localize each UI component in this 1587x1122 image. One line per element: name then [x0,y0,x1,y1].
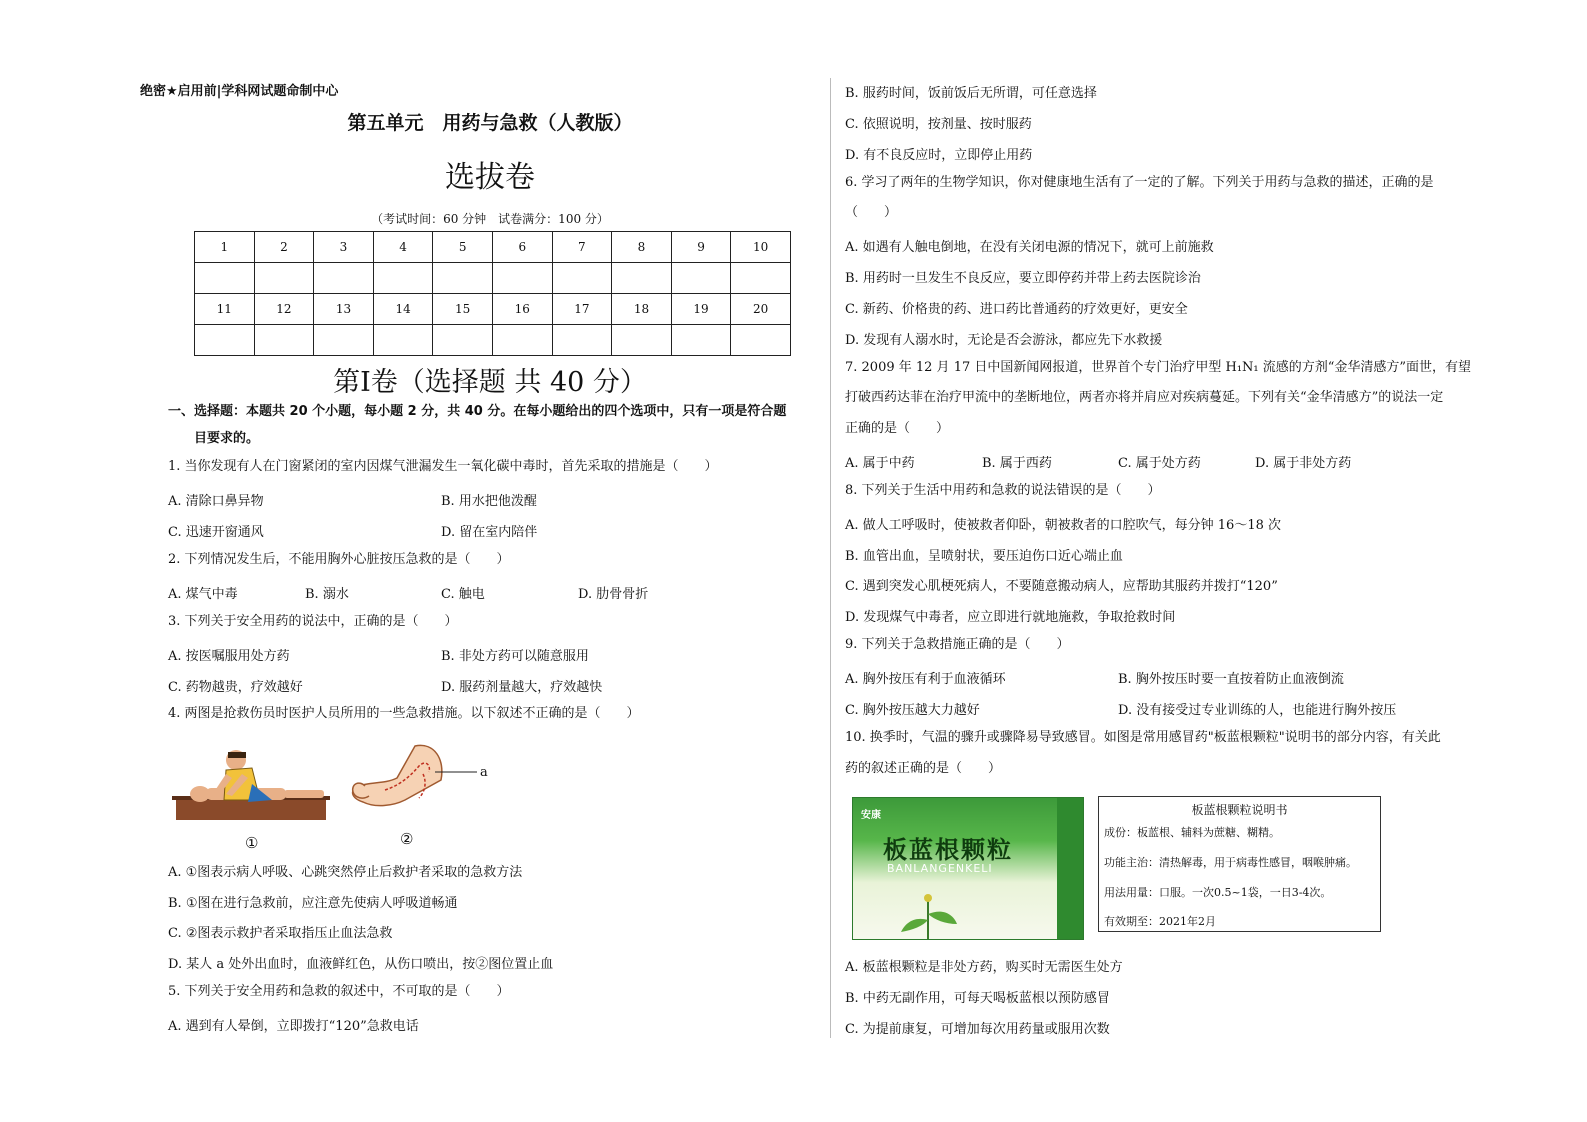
answer-cell[interactable] [612,263,672,294]
answer-cell[interactable] [195,325,255,356]
question-5: 5. 下列关于安全用药和急救的叙述中，不可取的是（ ） [168,984,510,999]
q4-option-d[interactable]: D. 某人 a 处外出血时，血液鲜红色，从伤口喷出，按②图位置止血 [168,957,554,972]
answer-number: 3 [314,232,374,263]
answer-cell[interactable] [433,325,493,356]
leaflet-expiry: 有效期至：2021年2月 [1104,915,1216,928]
answer-cell[interactable] [373,325,433,356]
confidential-mark: 绝密★启用前|学科网试题命制中心 [140,84,339,99]
leaflet-function: 功能主治：清热解毒，用于病毒性感冒，咽喉肿痛。 [1104,856,1357,869]
question-7-line-1: 7. 2009 年 12 月 17 日中国新闻网报道，世界首个专门治疗甲型 H₁N₁ 流感的方剂“金华清感方”面世，有望 [845,360,1472,375]
q5-option-a[interactable]: A. 遇到有人晕倒，立即拨打“120”急救电话 [168,1019,419,1034]
answer-number: 8 [612,232,672,263]
answer-cell[interactable] [552,325,612,356]
answer-cell[interactable] [373,263,433,294]
answer-table-header-row-1 [195,232,791,263]
answer-number: 4 [373,232,433,263]
q9-option-d[interactable]: D. 没有接受过专业训练的人，也能进行胸外按压 [1118,703,1397,718]
figure-1-label: ① [245,834,259,852]
answer-cell[interactable] [314,263,374,294]
answer-number: 19 [671,294,731,325]
question-7-line-3: 正确的是（ ） [845,421,950,436]
q7-option-a[interactable]: A. 属于中药 [845,456,915,471]
answer-number: 18 [612,294,672,325]
answer-cell[interactable] [731,325,791,356]
answer-table-blank-row-2 [195,325,791,356]
leaflet-title: 板蓝根颗粒说明书 [1191,803,1288,817]
q6-option-c[interactable]: C. 新药、价格贵的药、进口药比普通药的疗效更好，更安全 [845,302,1188,317]
figure-2-label-a: a [480,765,488,780]
answer-cell[interactable] [492,263,552,294]
answer-number: 11 [195,294,255,325]
answer-number: 10 [731,232,791,263]
q1-option-b[interactable]: B. 用水把他泼醒 [441,494,537,509]
answer-cell[interactable] [195,263,255,294]
leaflet-ingredients: 成份：板蓝根、辅料为蔗糖、糊精。 [1104,826,1280,839]
answer-number: 16 [492,294,552,325]
question-1: 1. 当你发现有人在门窗紧闭的室内因煤气泄漏发生一氧化碳中毒时，首先采取的措施是（ ） [168,459,718,474]
leaflet-dosage: 用法用量：口服。一次0.5~1袋，一日3-4次。 [1104,886,1332,899]
q3-option-d[interactable]: D. 服药剂量越大，疗效越快 [441,680,603,695]
q8-option-c[interactable]: C. 遇到突发心肌梗死病人，不要随意搬动病人，应帮助其服药并拨打“120” [845,579,1278,594]
q2-option-a[interactable]: A. 煤气中毒 [168,587,238,602]
q9-option-c[interactable]: C. 胸外按压越大力越好 [845,703,980,718]
plant-icon [893,890,963,940]
answer-number: 15 [433,294,493,325]
question-3: 3. 下列关于安全用药的说法中，正确的是（ ） [168,614,458,629]
q5-option-c[interactable]: C. 依照说明，按剂量、按时服药 [845,117,1032,132]
volume-title: 第I卷（选择题 共 40 分） [333,367,647,398]
q2-option-d[interactable]: D. 肋骨骨折 [578,587,649,602]
figure-2-label: ② [400,830,414,848]
q1-option-a[interactable]: A. 清除口鼻异物 [168,494,264,509]
q9-option-a[interactable]: A. 胸外按压有利于血液循环 [845,672,1006,687]
q2-option-c[interactable]: C. 触电 [441,587,485,602]
answer-cell[interactable] [612,325,672,356]
q9-option-b[interactable]: B. 胸外按压时要一直按着防止血液倒流 [1118,672,1344,687]
section-heading-line-2: 目要求的。 [194,431,260,446]
medicine-box-image [852,797,1084,940]
question-4: 4. 两图是抢救伤员时医护人员所用的一些急救措施。以下叙述不正确的是（ ） [168,706,640,721]
answer-cell[interactable] [254,325,314,356]
answer-cell[interactable] [552,263,612,294]
question-2: 2. 下列情况发生后，不能用胸外心脏按压急救的是（ ） [168,552,510,567]
answer-number: 7 [552,232,612,263]
answer-cell[interactable] [492,325,552,356]
answer-cell[interactable] [254,263,314,294]
question-10-line-1: 10. 换季时，气温的骤升或骤降易导致感冒。如图是常用感冒药"板蓝根颗粒"说明书的部分内容，有关此 [845,730,1441,745]
medicine-name: 板蓝根颗粒 [883,836,1013,864]
q1-option-d[interactable]: D. 留在室内陪伴 [441,525,538,540]
q7-option-d[interactable]: D. 属于非处方药 [1255,456,1352,471]
answer-number: 1 [195,232,255,263]
question-10-line-2: 药的叙述正确的是（ ） [845,761,1002,776]
q4-option-a[interactable]: A. ①图表示病人呼吸、心跳突然停止后救护者采取的急救方法 [168,865,523,880]
q5-option-d[interactable]: D. 有不良反应时，立即停止用药 [845,148,1033,163]
question-8: 8. 下列关于生活中用药和急救的说法错误的是（ ） [845,483,1161,498]
column-divider [830,78,831,1038]
paper-title: 选拔卷 [445,160,535,195]
q3-option-b[interactable]: B. 非处方药可以随意服用 [441,649,589,664]
answer-table [194,231,791,356]
q6-option-d[interactable]: D. 发现有人溺水时，无论是否会游泳，都应先下水救援 [845,333,1163,348]
answer-number: 5 [433,232,493,263]
question-6: 6. 学习了两年的生物学知识，你对健康地生活有了一定的了解。下列关于用药与急救的描述，正确的是 [845,175,1434,190]
answer-number: 14 [373,294,433,325]
answer-cell[interactable] [671,325,731,356]
answer-number: 6 [492,232,552,263]
medicine-box-side [1057,798,1083,939]
answer-table-header-row-2 [195,294,791,325]
q10-option-c[interactable]: C. 为提前康复，可增加每次用药量或服用次数 [845,1022,1110,1037]
medicine-brand: 安康 [861,810,881,821]
question-6-paren: （ ） [845,205,898,220]
answer-number: 12 [254,294,314,325]
answer-cell[interactable] [314,325,374,356]
q8-option-d[interactable]: D. 发现煤气中毒者，应立即进行就地施救，争取抢救时间 [845,610,1176,625]
q1-option-c[interactable]: C. 迅速开窗通风 [168,525,264,540]
medicine-pinyin: BANLANGENKELI [887,862,993,875]
medicine-leaflet [1098,796,1381,932]
q8-option-b[interactable]: B. 血管出血，呈喷射状，要压迫伤口近心端止血 [845,549,1123,564]
q3-option-c[interactable]: C. 药物越贵，疗效越好 [168,680,303,695]
q2-option-b[interactable]: B. 溺水 [305,587,349,602]
unit-title: 第五单元 用药与急救（人教版） [347,112,633,134]
q6-option-b[interactable]: B. 用药时一旦发生不良反应，要立即停药并带上药去医院诊治 [845,271,1201,286]
q10-option-b[interactable]: B. 中药无副作用，可每天喝板蓝根以预防感冒 [845,991,1110,1006]
q4-option-b[interactable]: B. ①图在进行急救前，应注意先使病人呼吸道畅通 [168,896,458,911]
q6-option-a[interactable]: A. 如遇有人触电倒地，在没有关闭电源的情况下，就可上前施救 [845,240,1214,255]
q7-option-b[interactable]: B. 属于西药 [982,456,1052,471]
answer-number: 17 [552,294,612,325]
answer-number: 2 [254,232,314,263]
arm-pressure-illustration [345,740,485,820]
question-7-line-2: 打破西药达菲在治疗甲流中的垄断地位，两者亦将并肩应对疾病蔓延。下列有关“金华清感方”的说法一定 [845,390,1444,405]
answer-cell[interactable] [671,263,731,294]
question-9: 9. 下列关于急救措施正确的是（ ） [845,637,1070,652]
answer-number: 9 [671,232,731,263]
q4-option-c[interactable]: C. ②图表示救护者采取指压止血法急救 [168,926,393,941]
answer-cell[interactable] [731,263,791,294]
q8-option-a[interactable]: A. 做人工呼吸时，使被救者仰卧，朝被救者的口腔吹气，每分钟 16～18 次 [845,518,1282,533]
cpr-illustration [172,738,332,830]
q7-option-c[interactable]: C. 属于处方药 [1118,456,1201,471]
answer-number: 20 [731,294,791,325]
q5-option-b[interactable]: B. 服药时间，饭前饭后无所谓，可任意选择 [845,86,1097,101]
q3-option-a[interactable]: A. 按医嘱服用处方药 [168,649,290,664]
exam-info: （考试时间：60 分钟 试卷满分：100 分） [371,212,609,226]
q10-option-a[interactable]: A. 板蓝根颗粒是非处方药，购买时无需医生处方 [845,960,1123,975]
answer-number: 13 [314,294,374,325]
answer-cell[interactable] [433,263,493,294]
answer-table-blank-row-1 [195,263,791,294]
section-heading-line-1: 一、选择题：本题共 20 个小题，每小题 2 分，共 40 分。在每小题给出的四个选项中，只有一项是符合题 [168,404,787,419]
